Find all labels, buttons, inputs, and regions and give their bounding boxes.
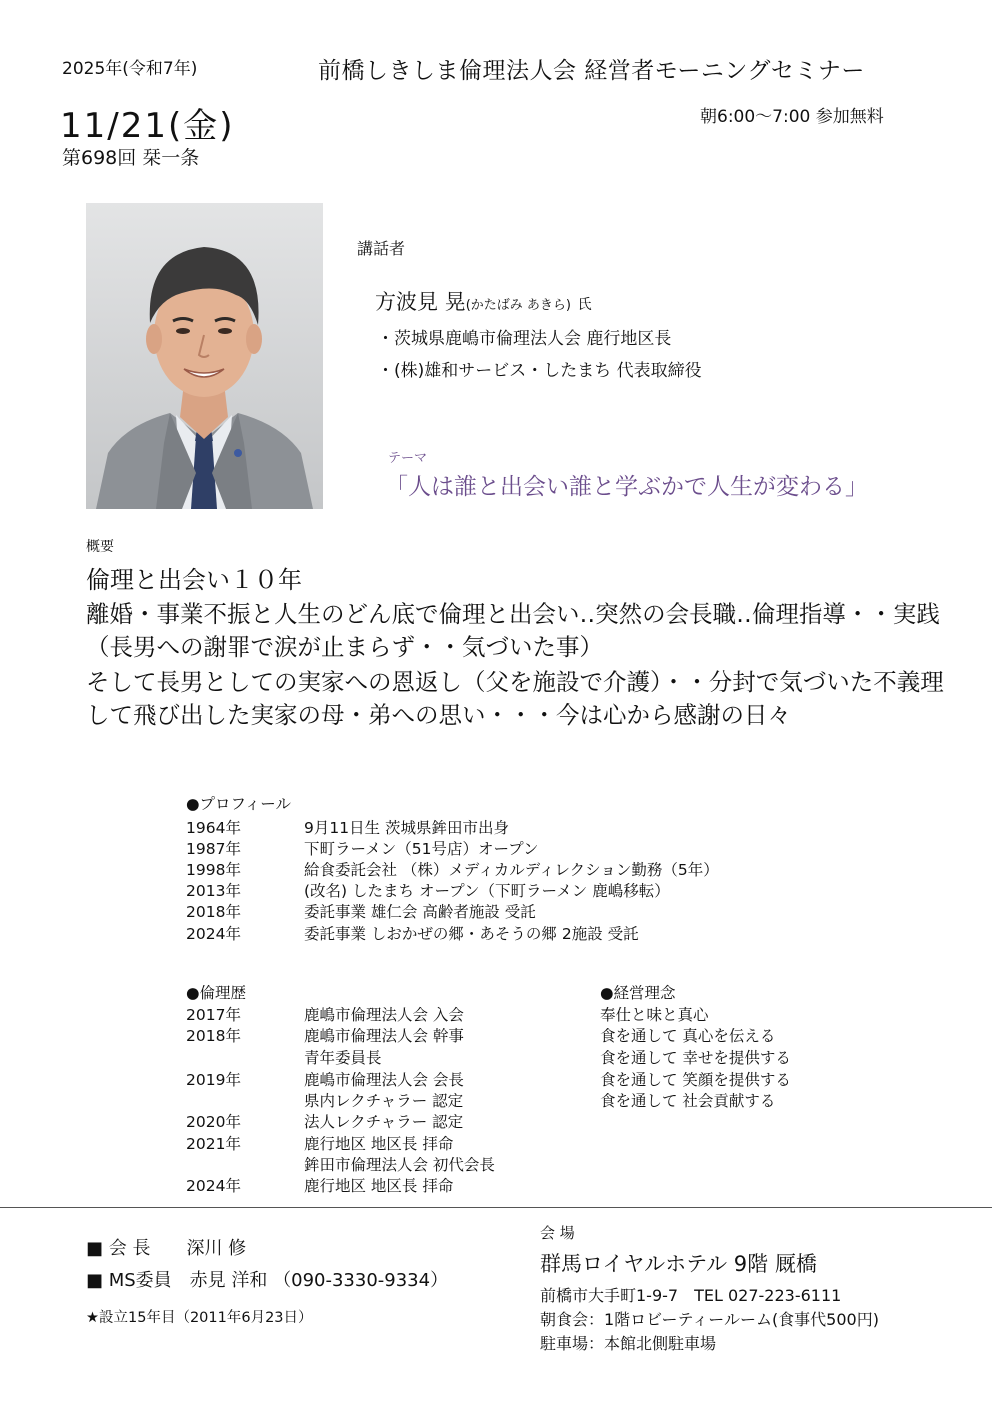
rinri-text: 鹿嶋市倫理法人会 会長 [304,1071,464,1089]
overview-paragraph: 離婚・事業不振と人生のどん底で倫理と出会い‥突然の会長職‥倫理指導・・実践（長男への謝罪で涙が止まらず・・気づいた事） [86,600,940,661]
event-time: 朝6:00～7:00 参加無料 [700,107,884,127]
profile-year: 1998年 [186,861,241,879]
rinri-text: 鉾田市倫理法人会 初代会長 [304,1156,495,1174]
talk-theme: 「人は誰と出会い誰と学ぶかで人生が変わる」 [385,474,868,500]
venue-label: 会 場 [540,1224,575,1242]
rinri-year: 2021年 [186,1135,241,1153]
venue-breakfast: 朝食会：1階ロビーティールーム(食事代500円) [540,1310,879,1329]
profile-text: 9月11日生 茨城県鉾田市出身 [304,819,510,837]
profile-text: 委託事業 雄仁会 高齢者施設 受託 [304,903,536,921]
venue-parking: 駐車場：本館北側駐車場 [540,1334,717,1353]
rinri-text: 鹿嶋市倫理法人会 入会 [304,1006,464,1024]
profile-year: 2024年 [186,925,241,943]
profile-year: 2013年 [186,882,241,900]
event-date: 11/21(金) [60,106,235,146]
speaker-role: ・茨城県鹿嶋市倫理法人会 鹿行地区長 [377,329,672,349]
speaker-name-text: 方波見 晃 [375,290,466,314]
rinri-text: 鹿嶋市倫理法人会 幹事 [304,1027,464,1045]
rinri-year: 2017年 [186,1006,241,1024]
footer-divider [0,1207,992,1208]
rinri-text: 法人レクチャラー 認定 [304,1113,464,1131]
speaker-portrait-image [86,203,323,509]
theme-label: テーマ [388,451,428,466]
chair-line: ■ 会 長 深川 修 [86,1238,247,1259]
philosophy-item: 食を通して 幸せを提供する [600,1049,791,1067]
speaker-label: 講話者 [357,239,406,258]
overview-label: 概要 [86,539,114,555]
ms-committee-line: ■ MS委員 赤見 洋和 （090-3330-9334） [86,1270,449,1291]
speaker-name [375,286,592,316]
event-title: 前橋しきしま倫理法人会 経営者モーニングセミナー [318,58,865,84]
founded-line: ★設立15年目（2011年6月23日） [86,1310,313,1326]
rinri-text: 鹿行地区 地区長 拝命 [304,1135,454,1153]
profile-text: 給食委託会社 （株）メディカルディレクション勤務（5年） [304,861,719,879]
speaker-photo [86,203,323,509]
profile-year: 1964年 [186,819,241,837]
speaker-role: ・(株)雄和サービス・したまち 代表取締役 [377,361,702,381]
rinri-text: 鹿行地区 地区長 拝命 [304,1177,454,1195]
philosophy-item: 食を通して 笑顔を提供する [600,1071,791,1089]
philosophy-title: ●経営理念 [600,984,676,1002]
profile-title: ●プロフィール [186,795,291,813]
overview-body [86,598,952,734]
rinri-year: 2020年 [186,1113,241,1131]
profile-year: 1987年 [186,840,241,858]
profile-text: 下町ラーメン（51号店）オープン [304,840,539,858]
philosophy-item: 食を通して 真心を伝える [600,1027,776,1045]
rinri-title: ●倫理歴 [186,984,247,1002]
rinri-year: 2018年 [186,1027,241,1045]
philosophy-item: 奉仕と味と真心 [600,1006,709,1024]
rinri-year: 2024年 [186,1177,241,1195]
speaker-honorific: 氏 [577,297,592,313]
profile-text: 委託事業 しおかぜの郷・あそうの郷 2施設 受託 [304,925,639,943]
overview-paragraph: そして長男としての実家への恩返し（父を施設で介護）・・分封で気づいた不義理して飛び出した実家の母・弟への思い・・・今は心から感謝の日々 [86,668,944,729]
rinri-text: 県内レクチャラー 認定 [304,1092,464,1110]
overview-heading: 倫理と出会い１０年 [86,566,302,594]
profile-text: (改名) したまち オープン（下町ラーメン 鹿嶋移転） [304,882,670,900]
venue-address: 前橋市大手町1-9-7 TEL 027-223-6111 [540,1286,842,1305]
session-number: 第698回 栞一条 [62,147,200,169]
rinri-year: 2019年 [186,1071,241,1089]
rinri-text: 青年委員長 [304,1049,382,1067]
event-year: 2025年(令和7年) [62,59,198,79]
speaker-name-kana: (かたばみ あきら) [465,298,571,313]
profile-year: 2018年 [186,903,241,921]
venue-name: 群馬ロイヤルホテル 9階 厩橋 [540,1252,817,1276]
philosophy-item: 食を通して 社会貢献する [600,1092,776,1110]
